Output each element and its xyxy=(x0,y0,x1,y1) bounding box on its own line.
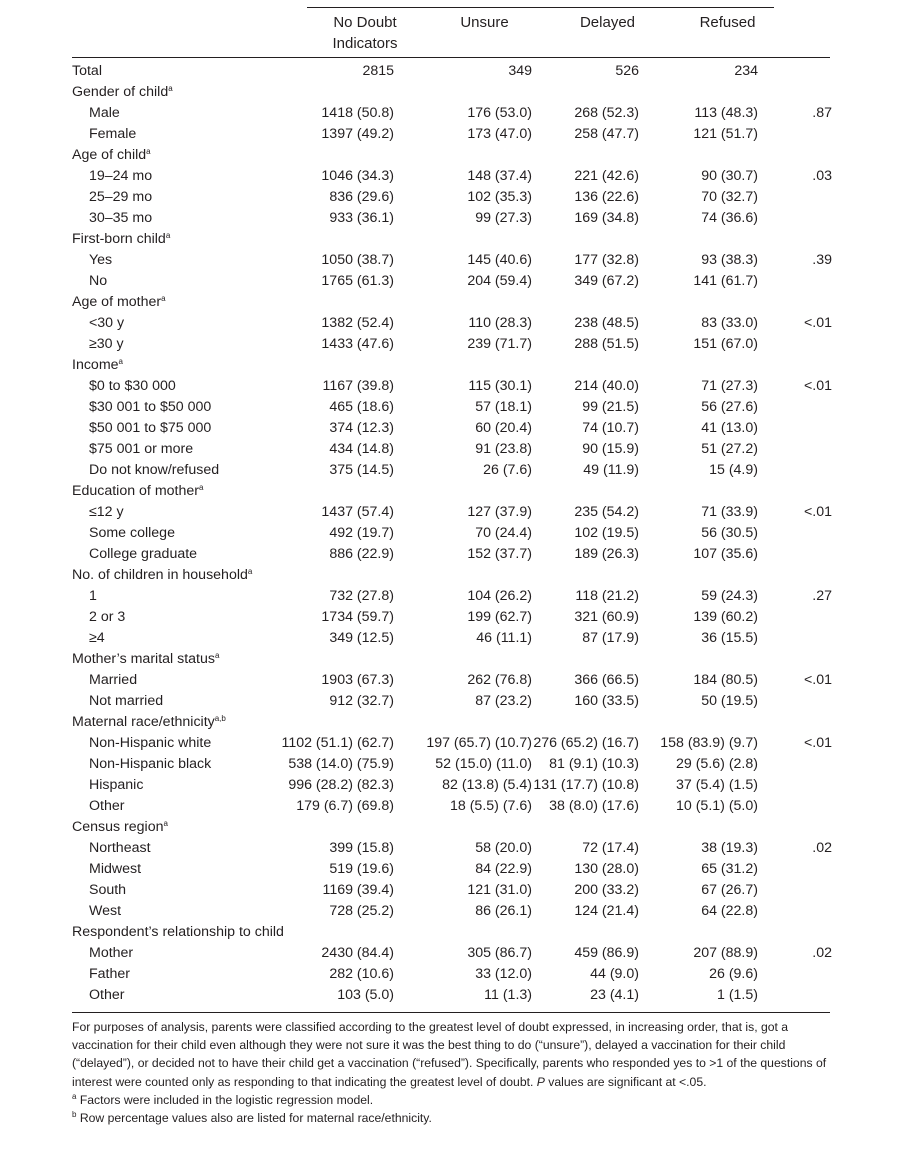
table-row xyxy=(0,607,915,628)
cell-delayed: 268 (52.3) xyxy=(574,105,639,121)
cell-no-doubt: 103 (5.0) xyxy=(337,987,394,1003)
table-row xyxy=(0,985,915,1006)
row-label: Male xyxy=(89,105,120,121)
cell-refused: 234 xyxy=(734,63,758,79)
table-row xyxy=(0,166,915,187)
cell-unsure: 197 (65.7) (10.7) xyxy=(426,735,532,751)
cell-refused: 74 (36.6) xyxy=(701,210,758,226)
table-group-header xyxy=(0,82,915,103)
cell-delayed: 49 (11.9) xyxy=(583,462,639,478)
cell-no-doubt: 434 (14.8) xyxy=(329,441,394,457)
row-label: No xyxy=(89,273,108,289)
cell-p-value: .27 xyxy=(812,588,832,604)
cell-refused: 36 (15.5) xyxy=(701,630,758,646)
footnote-marker: a xyxy=(198,483,204,492)
cell-refused: 59 (24.3) xyxy=(701,588,758,604)
cell-refused: 56 (30.5) xyxy=(701,525,758,541)
cell-unsure: 87 (23.2) xyxy=(475,693,532,709)
cell-no-doubt: 374 (12.3) xyxy=(329,420,394,436)
cell-no-doubt: 375 (14.5) xyxy=(329,462,394,478)
footnote-marker: a xyxy=(163,819,168,828)
cell-unsure: 52 (15.0) (11.0) xyxy=(435,756,532,772)
row-label: 25–29 mo xyxy=(89,189,153,205)
cell-delayed: 349 (67.2) xyxy=(574,273,639,289)
cell-delayed: 102 (19.5) xyxy=(574,525,639,541)
cell-no-doubt: 179 (6.7) (69.8) xyxy=(296,798,394,814)
cell-refused: 139 (60.2) xyxy=(693,609,758,625)
row-label: Gender of child$^a$ xyxy=(72,84,173,100)
table-row xyxy=(0,208,915,229)
table-row xyxy=(0,670,915,691)
cell-unsure: 199 (62.7) xyxy=(467,609,532,625)
row-label: Northeast xyxy=(89,840,151,856)
table-group-header xyxy=(0,481,915,502)
cell-no-doubt: 1903 (67.3) xyxy=(321,672,394,688)
cell-delayed: 238 (48.5) xyxy=(574,315,639,331)
row-label: South xyxy=(89,882,127,898)
header-bottom-rule xyxy=(72,57,830,58)
row-label: College graduate xyxy=(89,546,198,562)
cell-no-doubt: 1167 (39.8) xyxy=(322,378,394,394)
cell-no-doubt: 912 (32.7) xyxy=(329,693,394,709)
cell-delayed: 136 (22.6) xyxy=(574,189,639,205)
table-row xyxy=(0,439,915,460)
cell-unsure: 84 (22.9) xyxy=(475,861,532,877)
table-row xyxy=(0,754,915,775)
cell-refused: 113 (48.3) xyxy=(694,105,758,121)
cell-unsure: 11 (1.3) xyxy=(484,987,532,1003)
table-group-header xyxy=(0,712,915,733)
cell-delayed: 74 (10.7) xyxy=(582,420,639,436)
cell-p-value: .87 xyxy=(812,105,832,121)
table-group-header xyxy=(0,565,915,586)
table-row xyxy=(0,271,915,292)
cell-delayed: 87 (17.9) xyxy=(582,630,639,646)
row-label: <30 y xyxy=(89,315,125,331)
footnote-marker: a xyxy=(214,651,220,660)
table-row xyxy=(0,880,915,901)
row-label: 19–24 mo xyxy=(89,168,153,184)
row-label: Do not know/refused xyxy=(89,462,220,478)
cell-refused: 158 (83.9) (9.7) xyxy=(660,735,758,751)
cell-no-doubt: 933 (36.1) xyxy=(329,210,394,226)
cell-unsure: 121 (31.0) xyxy=(467,882,532,898)
table-row xyxy=(0,250,915,271)
table-row xyxy=(0,523,915,544)
cell-unsure: 82 (13.8) (5.4) xyxy=(442,777,532,793)
row-label: Hispanic xyxy=(89,777,144,793)
cell-no-doubt: 1046 (34.3) xyxy=(321,168,394,184)
table-row xyxy=(0,628,915,649)
cell-unsure: 349 xyxy=(508,63,532,79)
cell-delayed: 221 (42.6) xyxy=(574,168,639,184)
footnote-marker: a,b xyxy=(214,714,226,723)
cell-delayed: 90 (15.9) xyxy=(582,441,639,457)
table-row xyxy=(0,859,915,880)
cell-no-doubt: 349 (12.5) xyxy=(329,630,394,646)
cell-p-value: <.01 xyxy=(803,378,832,394)
cell-unsure: 152 (37.7) xyxy=(467,546,532,562)
table-row xyxy=(0,460,915,481)
table-row xyxy=(0,964,915,985)
column-header-delayed: Delayed xyxy=(579,14,636,31)
cell-no-doubt: 732 (27.8) xyxy=(329,588,394,604)
cell-p-value: .02 xyxy=(812,945,832,961)
cell-refused: 184 (80.5) xyxy=(693,672,758,688)
cell-unsure: 33 (12.0) xyxy=(475,966,532,982)
cell-refused: 93 (38.3) xyxy=(701,252,758,268)
cell-refused: 107 (35.6) xyxy=(693,546,758,562)
cell-refused: 15 (4.9) xyxy=(709,462,758,478)
cell-delayed: 459 (86.9) xyxy=(574,945,639,961)
row-label: Non-Hispanic black xyxy=(89,756,212,772)
cell-p-value: <.01 xyxy=(803,735,832,751)
cell-p-value: <.01 xyxy=(803,315,832,331)
cell-refused: 56 (27.6) xyxy=(701,399,758,415)
row-label: Other xyxy=(89,987,125,1003)
cell-no-doubt: 1102 (51.1) (62.7) xyxy=(281,735,394,751)
table-row xyxy=(0,943,915,964)
cell-refused: 141 (61.7) xyxy=(693,273,758,289)
cell-no-doubt: 538 (14.0) (75.9) xyxy=(288,756,394,772)
footnote-a: $^a$ Factors were included in the logistic regression model. xyxy=(72,1091,374,1107)
row-label: Age of mother$^a$ xyxy=(72,294,166,310)
table-row xyxy=(0,796,915,817)
row-label: $30 001 to $50 000 xyxy=(89,399,212,415)
table-row xyxy=(0,733,915,754)
table-group-header xyxy=(0,145,915,166)
cell-no-doubt: 728 (25.2) xyxy=(329,903,394,919)
cell-no-doubt: 2815 xyxy=(362,63,394,79)
cell-unsure: 104 (26.2) xyxy=(467,588,532,604)
cell-refused: 71 (33.9) xyxy=(701,504,758,520)
cell-refused: 207 (88.9) xyxy=(693,945,758,961)
cell-unsure: 60 (20.4) xyxy=(475,420,532,436)
row-label: 1 xyxy=(89,588,97,604)
column-header-no-doubt: No Doubt Indicators xyxy=(332,14,398,52)
footnote-marker: a xyxy=(146,147,151,156)
table-row xyxy=(0,775,915,796)
cell-delayed: 23 (4.1) xyxy=(590,987,639,1003)
cell-delayed: 160 (33.5) xyxy=(574,693,639,709)
row-label: $75 001 or more xyxy=(89,441,194,457)
row-label: Income$^a$ xyxy=(72,357,123,373)
table-row xyxy=(0,334,915,355)
cell-delayed: 81 (9.1) (10.3) xyxy=(549,756,639,772)
cell-no-doubt: 399 (15.8) xyxy=(329,840,394,856)
cell-delayed: 276 (65.2) (16.7) xyxy=(533,735,639,751)
row-label: $50 001 to $75 000 xyxy=(89,420,212,436)
row-label: First-born child$^a$ xyxy=(72,231,171,247)
row-label: 2 or 3 xyxy=(89,609,126,625)
footnote-marker: a xyxy=(165,231,171,240)
table-row xyxy=(0,103,915,124)
cell-delayed: 189 (26.3) xyxy=(574,546,639,562)
table-bottom-rule xyxy=(72,1012,830,1013)
cell-no-doubt: 1734 (59.7) xyxy=(321,609,394,625)
column-header-refused: Refused xyxy=(699,14,756,31)
cell-delayed: 258 (47.7) xyxy=(574,126,639,142)
table-row xyxy=(0,313,915,334)
footnote-marker: a xyxy=(168,84,173,93)
row-label: Census region$^a$ xyxy=(72,819,168,835)
cell-unsure: 110 (28.3) xyxy=(468,315,532,331)
table-row xyxy=(0,586,915,607)
table-group-header xyxy=(0,817,915,838)
cell-unsure: 70 (24.4) xyxy=(475,525,532,541)
cell-no-doubt: 492 (19.7) xyxy=(329,525,394,541)
cell-refused: 71 (27.3) xyxy=(701,378,758,394)
table-row xyxy=(0,187,915,208)
table-row xyxy=(0,376,915,397)
cell-no-doubt: 996 (28.2) (82.3) xyxy=(288,777,394,793)
cell-refused: 65 (31.2) xyxy=(701,861,758,877)
table-group-header xyxy=(0,649,915,670)
cell-p-value: .39 xyxy=(812,252,832,268)
cell-unsure: 176 (53.0) xyxy=(467,105,532,121)
cell-no-doubt: 836 (29.6) xyxy=(329,189,394,205)
cell-refused: 10 (5.1) (5.0) xyxy=(675,798,758,814)
cell-no-doubt: 1433 (47.6) xyxy=(321,336,394,352)
cell-unsure: 26 (7.6) xyxy=(483,462,532,478)
cell-refused: 29 (5.6) (2.8) xyxy=(675,756,758,772)
cell-unsure: 148 (37.4) xyxy=(467,168,532,184)
cell-delayed: 177 (32.8) xyxy=(574,252,639,268)
cell-refused: 51 (27.2) xyxy=(701,441,758,457)
row-label: Other xyxy=(89,798,125,814)
row-label: Married xyxy=(89,672,138,688)
cell-p-value: <.01 xyxy=(803,504,832,520)
table-row xyxy=(0,838,915,859)
cell-unsure: 262 (76.8) xyxy=(467,672,532,688)
column-header-unsure: Unsure xyxy=(460,14,509,31)
cell-no-doubt: 1765 (61.3) xyxy=(321,273,394,289)
row-label: Age of child$^a$ xyxy=(72,147,151,163)
row-label: No. of children in household$^a$ xyxy=(72,567,253,583)
cell-no-doubt: 1397 (49.2) xyxy=(321,126,394,142)
cell-delayed: 366 (66.5) xyxy=(574,672,639,688)
table-row xyxy=(0,418,915,439)
table-group-header xyxy=(0,292,915,313)
cell-unsure: 204 (59.4) xyxy=(467,273,532,289)
table-row xyxy=(0,544,915,565)
row-label: Not married xyxy=(89,693,164,709)
row-label: ≥30 y xyxy=(89,336,124,352)
cell-unsure: 99 (27.3) xyxy=(475,210,532,226)
footnote-marker: a xyxy=(118,357,123,366)
cell-delayed: 99 (21.5) xyxy=(582,399,639,415)
cell-refused: 64 (22.8) xyxy=(701,903,758,919)
cell-unsure: 173 (47.0) xyxy=(467,126,532,142)
cell-unsure: 86 (26.1) xyxy=(475,903,532,919)
row-label: 30–35 mo xyxy=(89,210,153,226)
cell-refused: 90 (30.7) xyxy=(701,168,758,184)
row-label: Yes xyxy=(89,252,113,268)
cell-refused: 67 (26.7) xyxy=(701,882,758,898)
cell-no-doubt: 1437 (57.4) xyxy=(321,504,394,520)
cell-unsure: 115 (30.1) xyxy=(468,378,532,394)
cell-refused: 83 (33.0) xyxy=(701,315,758,331)
row-label: ≤12 y xyxy=(89,504,124,520)
header-top-rule xyxy=(307,7,774,8)
cell-refused: 50 (19.5) xyxy=(701,693,758,709)
cell-delayed: 131 (17.7) (10.8) xyxy=(533,777,639,793)
cell-refused: 70 (32.7) xyxy=(701,189,758,205)
row-label: Midwest xyxy=(89,861,142,877)
cell-unsure: 102 (35.3) xyxy=(467,189,532,205)
row-label: Maternal race/ethnicity$^{a,b}$ xyxy=(72,714,226,730)
cell-no-doubt: 886 (22.9) xyxy=(329,546,394,562)
cell-delayed: 118 (21.2) xyxy=(575,588,639,604)
cell-refused: 26 (9.6) xyxy=(709,966,758,982)
table-group-header xyxy=(0,229,915,250)
cell-delayed: 44 (9.0) xyxy=(590,966,639,982)
cell-delayed: 124 (21.4) xyxy=(574,903,639,919)
cell-p-value: <.01 xyxy=(803,672,832,688)
cell-no-doubt: 282 (10.6) xyxy=(329,966,394,982)
footnote-main: For purposes of analysis, parents were classified according to the greatest level of doubt expressed, in increasing order, that is, got a vaccination for their child even although they were not sure it was the best thing to do (“unsure”), delayed a vaccination for their child (“delayed”), or decided not to have their child get a vaccination (“refused”). Specifically, parents who responded yes to >1 of the questions of interest were counted only as responding to that indicating the greatest level of doubt. P values are significant at <.05. xyxy=(72,1020,827,1089)
table-group-header xyxy=(0,355,915,376)
cell-no-doubt: 519 (19.6) xyxy=(329,861,394,877)
cell-no-doubt: 1169 (39.4) xyxy=(322,882,394,898)
row-label: Total xyxy=(72,63,102,79)
row-label: ≥4 xyxy=(89,630,105,646)
cell-delayed: 214 (40.0) xyxy=(574,378,639,394)
row-label: West xyxy=(89,903,122,919)
row-label: Non-Hispanic white xyxy=(89,735,212,751)
cell-no-doubt: 1050 (38.7) xyxy=(321,252,394,268)
cell-delayed: 38 (8.0) (17.6) xyxy=(549,798,639,814)
cell-delayed: 72 (17.4) xyxy=(582,840,639,856)
cell-unsure: 18 (5.5) (7.6) xyxy=(449,798,532,814)
table-row xyxy=(0,502,915,523)
cell-p-value: .02 xyxy=(812,840,832,856)
cell-refused: 151 (67.0) xyxy=(693,336,758,352)
row-label: Father xyxy=(89,966,131,982)
row-label: Education of mother$^a$ xyxy=(72,483,204,499)
cell-delayed: 130 (28.0) xyxy=(574,861,639,877)
cell-unsure: 91 (23.8) xyxy=(475,441,532,457)
cell-delayed: 526 xyxy=(615,63,639,79)
row-label: Mother xyxy=(89,945,134,961)
row-label: Respondent’s relationship to child xyxy=(72,924,284,940)
footnote-marker: a xyxy=(161,294,166,303)
row-label: Some college xyxy=(89,525,175,541)
cell-unsure: 58 (20.0) xyxy=(475,840,532,856)
cell-delayed: 235 (54.2) xyxy=(574,504,639,520)
cell-unsure: 127 (37.9) xyxy=(467,504,532,520)
cell-delayed: 288 (51.5) xyxy=(574,336,639,352)
row-label: Mother’s marital status$^a$ xyxy=(72,651,220,667)
cell-p-value: .03 xyxy=(812,168,832,184)
table-row xyxy=(0,691,915,712)
table-row xyxy=(0,397,915,418)
cell-no-doubt: 2430 (84.4) xyxy=(321,945,394,961)
footnote-b: $^b$ Row percentage values also are listed for maternal race/ethnicity. xyxy=(72,1110,432,1126)
cell-delayed: 169 (34.8) xyxy=(574,210,639,226)
cell-delayed: 200 (33.2) xyxy=(574,882,639,898)
cell-unsure: 46 (11.1) xyxy=(476,630,532,646)
cell-delayed: 321 (60.9) xyxy=(574,609,639,625)
table-group-header xyxy=(0,922,915,943)
cell-refused: 38 (19.3) xyxy=(701,840,758,856)
table-row xyxy=(0,901,915,922)
cell-unsure: 145 (40.6) xyxy=(467,252,532,268)
cell-unsure: 239 (71.7) xyxy=(467,336,532,352)
cell-no-doubt: 465 (18.6) xyxy=(329,399,394,415)
cell-no-doubt: 1418 (50.8) xyxy=(321,105,394,121)
cell-refused: 1 (1.5) xyxy=(716,987,758,1003)
cell-refused: 121 (51.7) xyxy=(693,126,758,142)
cell-unsure: 57 (18.1) xyxy=(475,399,532,415)
table-row xyxy=(0,61,915,82)
row-label: $0 to $30 000 xyxy=(89,378,176,394)
cell-unsure: 305 (86.7) xyxy=(467,945,532,961)
row-label: Female xyxy=(89,126,137,142)
cell-refused: 41 (13.0) xyxy=(701,420,758,436)
footnote-marker: a xyxy=(247,567,253,576)
cell-no-doubt: 1382 (52.4) xyxy=(321,315,394,331)
table-row xyxy=(0,124,915,145)
cell-refused: 37 (5.4) (1.5) xyxy=(675,777,758,793)
table-footnotes xyxy=(72,1018,842,1127)
